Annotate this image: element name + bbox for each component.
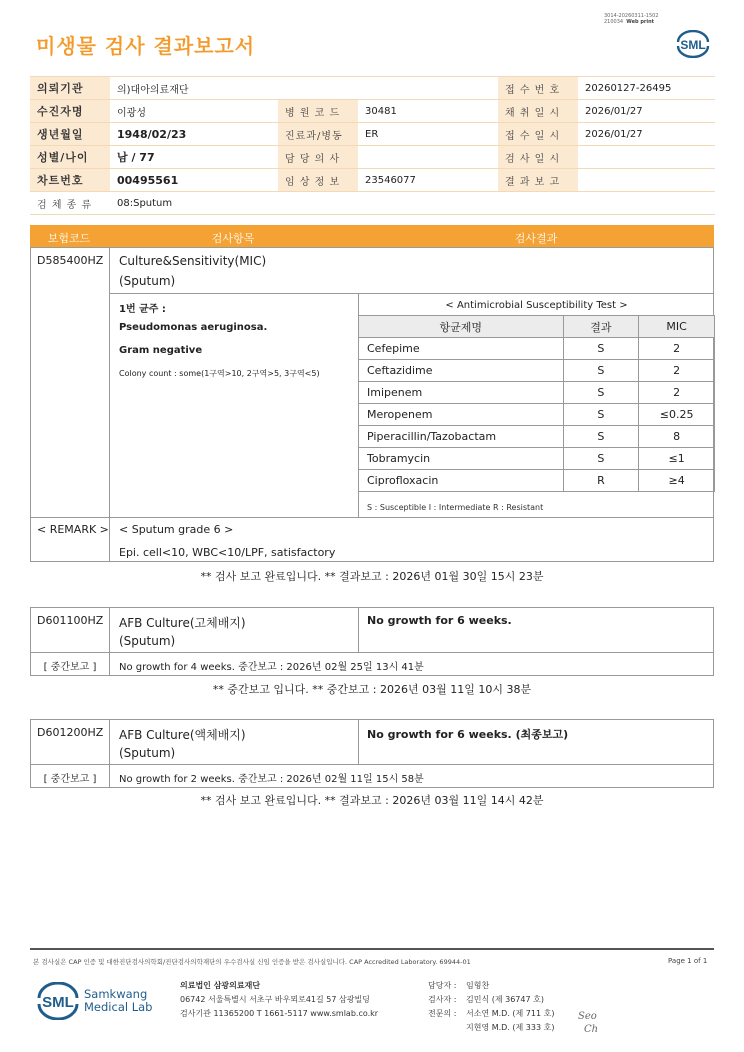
footer-logo-text: SML	[42, 994, 74, 1011]
test2-result: No growth for 6 weeks.	[367, 614, 512, 627]
test3-status: ** 검사 보고 완료입니다. ** 결과보고 : 2026년 03월 11일 14시 42분	[200, 794, 544, 807]
info-value: 00495561	[110, 169, 278, 192]
ast-title: < Antimicrobial Susceptibility Test >	[445, 300, 628, 311]
staff-list	[428, 979, 554, 1035]
info-row	[30, 169, 715, 192]
remark-label: < REMARK >	[37, 523, 109, 536]
signature-1: Seo	[578, 1011, 597, 1022]
print-time: 210034	[604, 19, 624, 25]
info-row	[30, 146, 715, 169]
remark-title: < Sputum grade 6 >	[119, 523, 234, 536]
info-label: 검 사 일 시	[498, 146, 578, 169]
staff-name: 김민식 (제 36747 호)	[466, 995, 544, 1004]
footer-sml-logo	[35, 982, 81, 1020]
test2-interim-text: No growth for 4 weeks. 중간보고 : 2026년 02월 25일 13시 41분	[119, 662, 424, 673]
ast-row	[359, 404, 715, 426]
print-meta	[604, 13, 659, 25]
staff-name: 지현영 M.D. (제 333 호)	[466, 1023, 555, 1032]
antibiotic-name: Imipenem	[359, 382, 564, 404]
sml-logo-text: SML	[680, 38, 706, 52]
test3-name: AFB Culture(액체배지)	[119, 728, 246, 742]
test2-interim-label: [ 중간보고 ]	[43, 662, 97, 673]
test3-code: D601200HZ	[37, 726, 104, 739]
print-code: 3014-20260311-1502	[604, 13, 659, 19]
info-label: 성별/나이	[30, 146, 110, 169]
info-row	[30, 192, 715, 215]
staff-name: 임형찬	[466, 981, 490, 990]
ast-row	[359, 382, 715, 404]
header-result: 검사결과	[514, 232, 558, 245]
ast-row	[359, 338, 715, 360]
info-label: 접 수 번 호	[498, 77, 578, 100]
colony-count: Colony count : some(1구역>10, 2구역>5, 3구역<5)	[119, 369, 320, 378]
test1-code: D585400HZ	[37, 254, 104, 267]
ast-table	[358, 315, 715, 492]
test2-specimen: (Sputum)	[119, 634, 176, 648]
organism-name: Pseudomonas aeruginosa.	[119, 322, 268, 333]
test1-specimen: (Sputum)	[119, 274, 176, 288]
signature-2: Ch	[584, 1024, 599, 1035]
test1-block	[30, 247, 714, 562]
test3-result: No growth for 6 weeks. (최종보고)	[367, 728, 569, 741]
header-item: 검사항목	[211, 232, 255, 245]
org-address: 06742 서울특별시 서초구 바우뫼로41길 57 삼광빌딩	[180, 995, 370, 1004]
test2-code: D601100HZ	[37, 614, 104, 627]
ast-mic: 8	[639, 426, 715, 448]
info-value: 남 / 77	[110, 146, 278, 169]
org-contact: 검사기관 11365200 T 1661-5117 www.smlab.co.kr	[180, 1009, 379, 1018]
test2-block	[30, 607, 714, 676]
info-label: 수진자명	[30, 100, 110, 123]
ast-header: MIC	[639, 316, 715, 338]
gram-stain: Gram negative	[119, 345, 203, 356]
info-row	[30, 77, 715, 100]
info-label: 진료과/병동	[278, 123, 358, 146]
info-label: 담 당 의 사	[278, 146, 358, 169]
patient-info-table	[30, 76, 715, 215]
ast-result: S	[563, 338, 639, 360]
header-code: 보험코드	[47, 232, 91, 245]
page-number: Page 1 of 1	[668, 957, 708, 965]
staff-role: 담당자 :	[428, 981, 457, 990]
ast-result: R	[563, 470, 639, 492]
antibiotic-name: Cefepime	[359, 338, 564, 360]
footer-logo-name	[84, 988, 152, 1014]
antibiotic-name: Ceftazidime	[359, 360, 564, 382]
test3-interim-text: No growth for 2 weeks. 중간보고 : 2026년 02월 11일 15시 58분	[119, 774, 424, 785]
test2-name: AFB Culture(고체배지)	[119, 616, 246, 630]
info-row	[30, 123, 715, 146]
info-value: 1948/02/23	[110, 123, 278, 146]
accreditation-note: 본 검사실은 CAP 인증 및 대한진단검사의학회/진단검사의학재단의 우수검사실 신임 인증을 받은 검사실입니다. CAP Accredited Laboratory. 69944-01	[33, 958, 471, 966]
staff-name: 서소연 M.D. (제 711 호)	[466, 1009, 555, 1018]
test3-interim-label: [ 중간보고 ]	[43, 774, 97, 785]
remark-text: Epi. cell<10, WBC<10/LPF, satisfactory	[119, 546, 336, 559]
info-label: 의뢰기관	[30, 77, 110, 100]
ast-result: S	[563, 360, 639, 382]
antibiotic-name: Meropenem	[359, 404, 564, 426]
ast-result: S	[563, 404, 639, 426]
info-label: 임 상 정 보	[278, 169, 358, 192]
ast-mic: ≥4	[639, 470, 715, 492]
info-value: 의)대아의료재단	[110, 77, 498, 100]
info-label: 접 수 일 시	[498, 123, 578, 146]
ast-header-row	[359, 316, 715, 338]
ast-result: S	[563, 448, 639, 470]
info-label: 병 원 코 드	[278, 100, 358, 123]
ast-mic: ≤1	[639, 448, 715, 470]
info-value: 30481	[358, 100, 498, 123]
ast-result: S	[563, 426, 639, 448]
ast-mic: 2	[639, 382, 715, 404]
ast-row	[359, 360, 715, 382]
org-info	[180, 979, 378, 1021]
footer-divider	[30, 948, 714, 950]
test1-status: ** 검사 보고 완료입니다. ** 결과보고 : 2026년 01월 30일 15시 23분	[200, 570, 544, 583]
antibiotic-name: Tobramycin	[359, 448, 564, 470]
info-row	[30, 100, 715, 123]
info-value: 2026/01/27	[578, 123, 715, 146]
test2-status: ** 중간보고 입니다. ** 중간보고 : 2026년 03월 11일 10시 38분	[212, 683, 532, 696]
antibiotic-name: Ciprofloxacin	[359, 470, 564, 492]
ast-result: S	[563, 382, 639, 404]
ast-mic: 2	[639, 338, 715, 360]
sml-logo	[674, 30, 712, 58]
page-title: 미생물 검사 결과보고서	[36, 34, 256, 58]
test1-name: Culture&Sensitivity(MIC)	[119, 254, 267, 268]
test3-block	[30, 719, 714, 788]
staff-role: 검사자 :	[428, 995, 457, 1004]
info-label: 차트번호	[30, 169, 110, 192]
result-header	[30, 225, 714, 247]
info-value	[358, 146, 498, 169]
signatures	[578, 1010, 598, 1036]
ast-header: 결과	[563, 316, 639, 338]
print-label: Web print	[626, 19, 655, 25]
ast-header: 항균제명	[359, 316, 564, 338]
ast-row	[359, 470, 715, 492]
test3-specimen: (Sputum)	[119, 746, 176, 760]
staff-role: 전문의 :	[428, 1009, 457, 1018]
specimen-label: 검 체 종 류	[30, 192, 110, 215]
logo-name-line2: Medical Lab	[84, 1000, 153, 1014]
ast-mic: 2	[639, 360, 715, 382]
info-value	[578, 169, 715, 192]
specimen-value: 08:Sputum	[110, 192, 715, 215]
info-value: 이광성	[110, 100, 278, 123]
ast-row	[359, 426, 715, 448]
info-label: 채 취 일 시	[498, 100, 578, 123]
info-value: 20260127-26495	[578, 77, 715, 100]
info-value: 2026/01/27	[578, 100, 715, 123]
info-label: 생년월일	[30, 123, 110, 146]
info-value	[578, 146, 715, 169]
ast-mic: ≤0.25	[639, 404, 715, 426]
antibiotic-name: Piperacillin/Tazobactam	[359, 426, 564, 448]
info-label: 결 과 보 고	[498, 169, 578, 192]
logo-name-line1: Samkwang	[84, 987, 148, 1001]
org-name: 의료법인 삼광의료재단	[180, 981, 261, 990]
info-value: ER	[358, 123, 498, 146]
ast-legend: S : Susceptible I : Intermediate R : Resistant	[367, 503, 544, 512]
ast-row	[359, 448, 715, 470]
info-value: 23546077	[358, 169, 498, 192]
organism-number: 1번 균주 :	[119, 304, 166, 315]
